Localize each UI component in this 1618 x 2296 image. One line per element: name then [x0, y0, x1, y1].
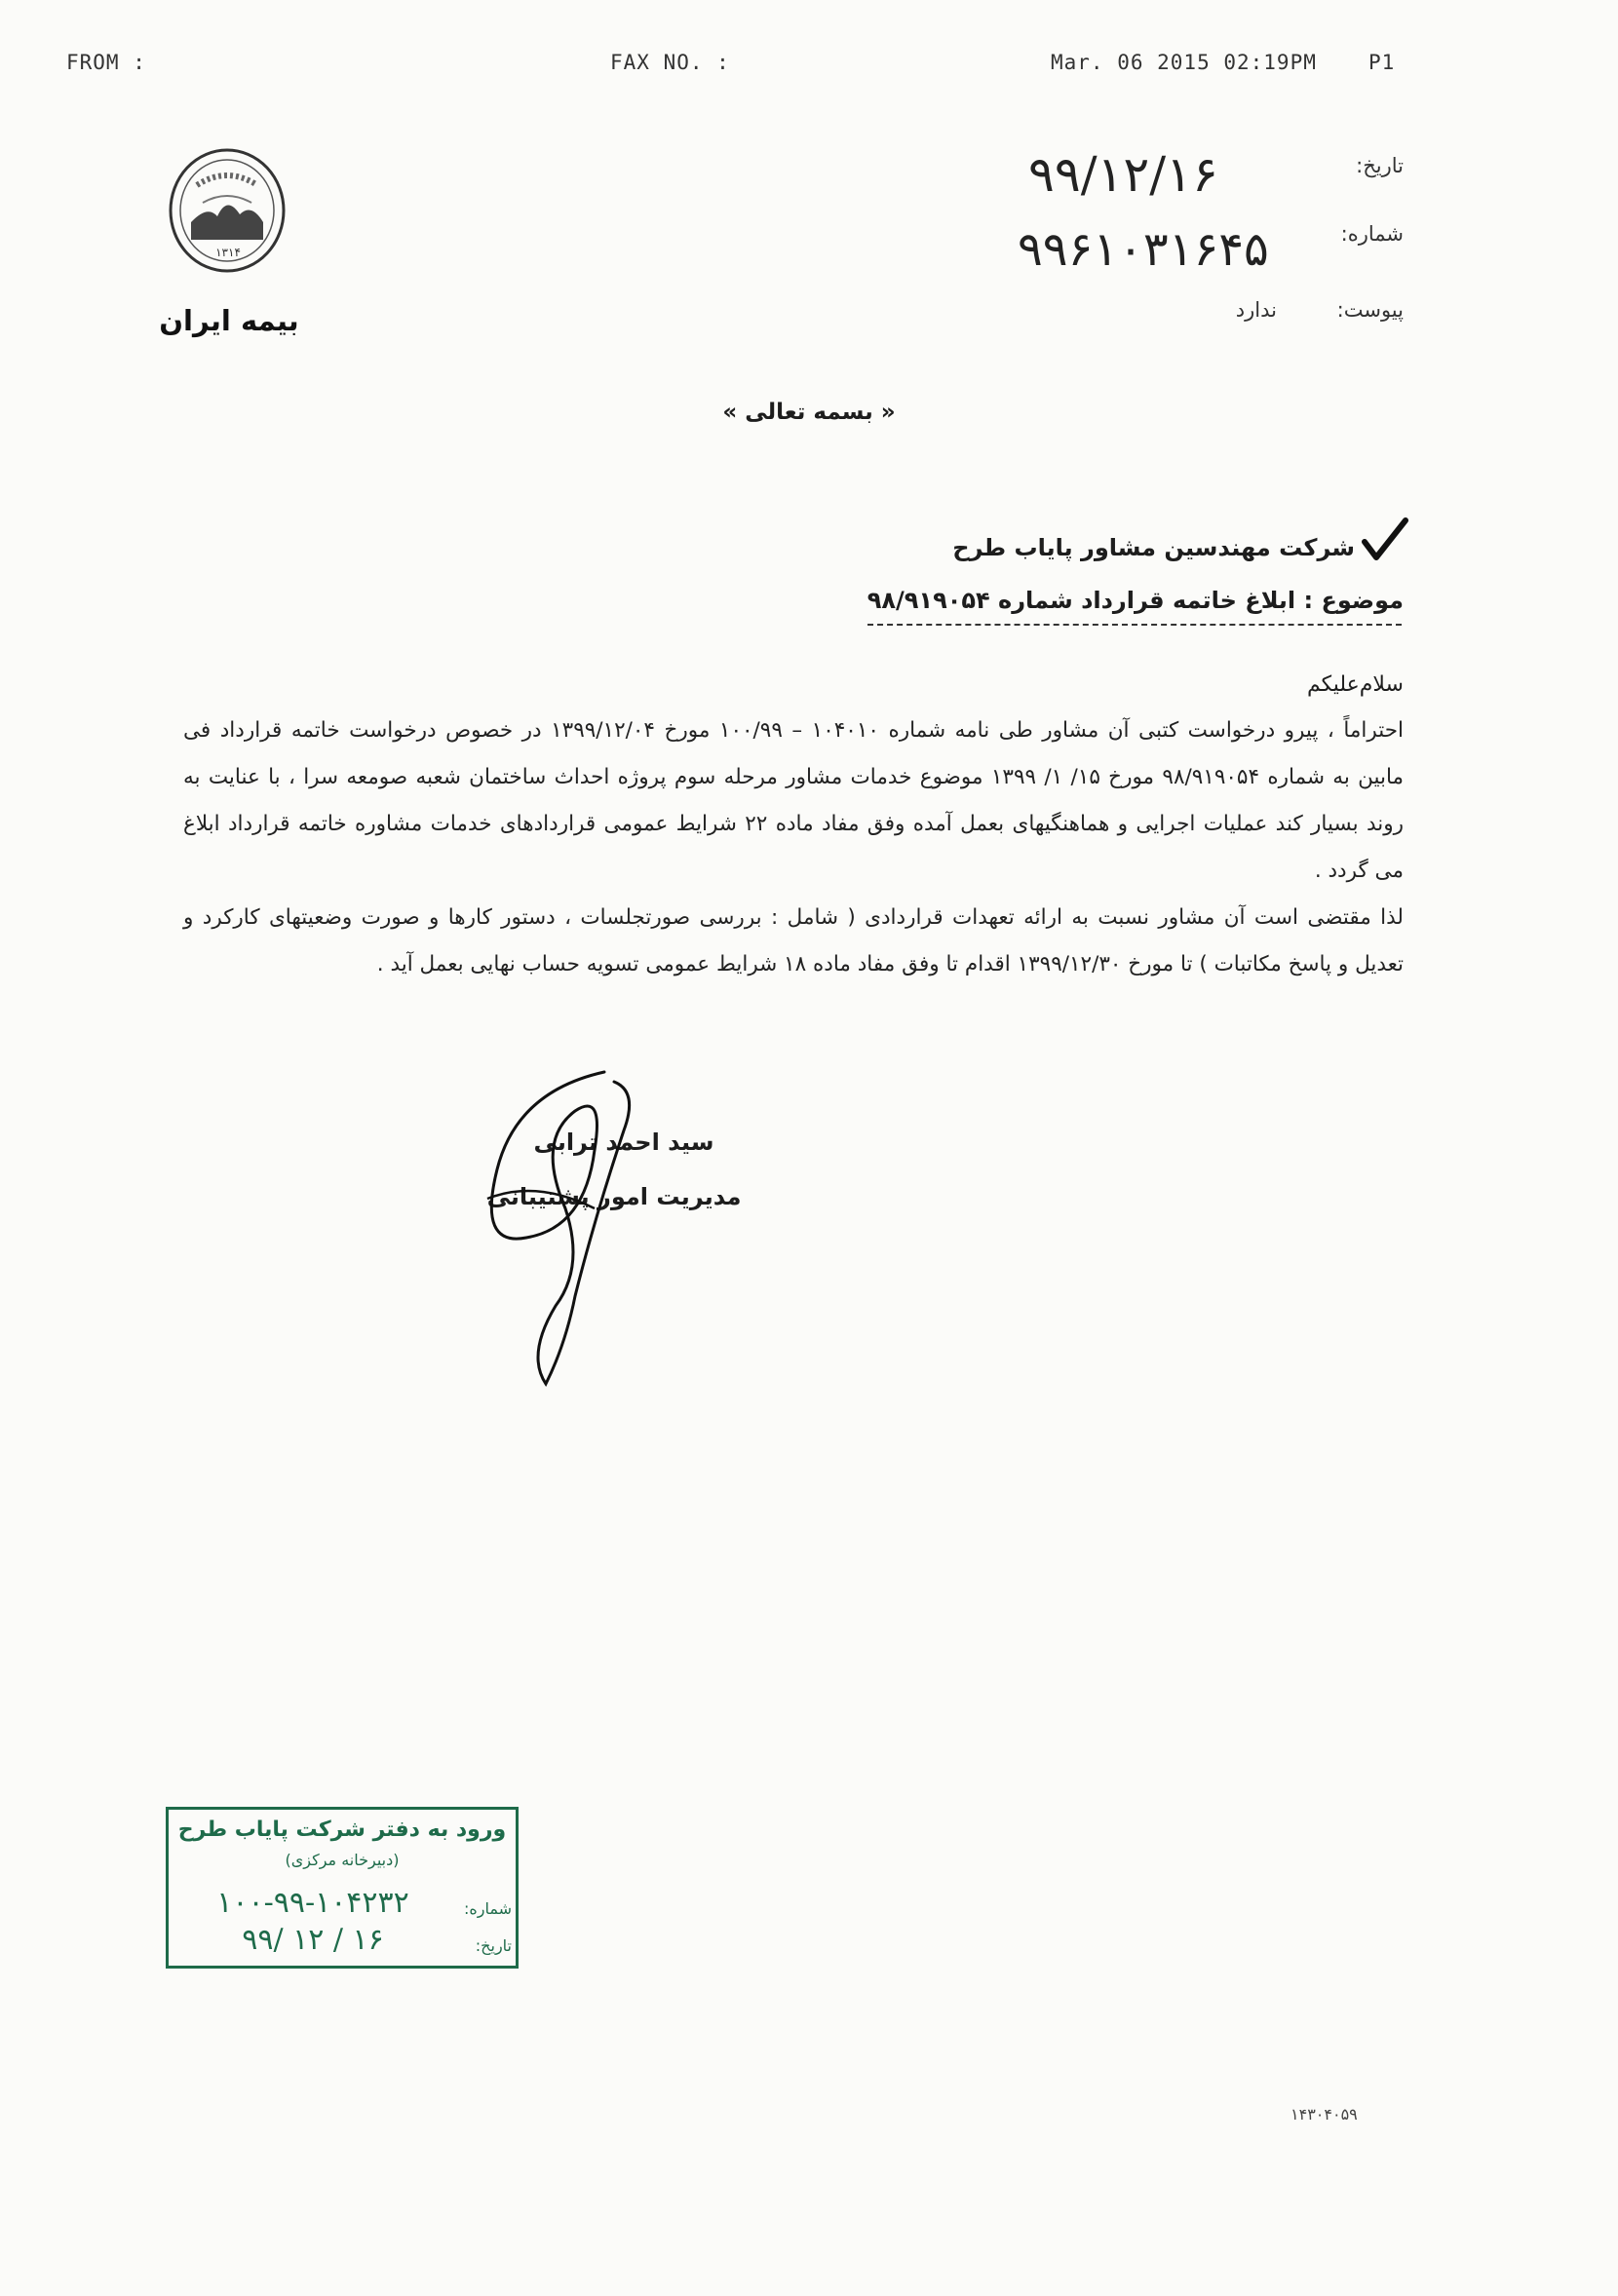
subject-underline: [867, 624, 1402, 626]
company-name: بیمه ایران: [159, 304, 299, 337]
emblem-year: ۱۳۱۴: [215, 246, 241, 259]
fax-from-label: FROM :: [66, 51, 146, 74]
date-label: تاریخ:: [1356, 154, 1404, 177]
stamp-number-label: شماره:: [463, 1899, 512, 1918]
stamp-date-value: ۹۹/ ۱۲ / ۱۶: [242, 1923, 384, 1957]
invocation: « بسمه تعالی »: [722, 400, 896, 425]
emblem-icon: [164, 146, 290, 283]
date-value: ۹۹/۱۲/۱۶: [1028, 146, 1218, 203]
footer-code: ۱۴۳۰۴۰۵۹: [1291, 2105, 1358, 2124]
attachment-value: ندارد: [1235, 298, 1277, 322]
stamp-number-value: ۱۰۰-۹۹-۱۰۴۲۳۲: [216, 1886, 409, 1920]
number-value: ۹۹۶۱۰۳۱۶۴۵: [1018, 222, 1269, 277]
stamp-subtitle: (دبیرخانه مرکزی): [285, 1851, 400, 1869]
signatory-title: مدیریت امور پشتیبانی: [486, 1183, 742, 1210]
check-mark-icon: [1361, 515, 1409, 567]
signatory-name: سید احمد ترابی: [533, 1129, 714, 1156]
stamp-title: ورود به دفتر شرکت پایاب طرح: [177, 1818, 507, 1842]
body-paragraph-1: احتراماً ، پیرو درخواست کتبی آن مشاور طی نامه شماره ۱۰۴۰۱۰ – ۱۰۰/۹۹ مورخ ۱۳۹۹/۱۲/۰۴ در خصوص درخواست خاتمه قرارداد فی مابین به شماره ۹۸/۹۱۹۰۵۴ مورخ ۱۵/ ۱/ ۱۳۹۹ موضوع خدمات مشاور مرحله سوم پروژه احداث ساختمان شعبه صومعه سرا ، با عنایت به روند بسیار کند عملیات اجرایی و هماهنگیهای بعمل آمده وفق مفاد ماده ۲۲ شرایط عمومی قراردادهای خدمات مشاوره خاتمه قرارداد ابلاغ می گردد .: [183, 718, 1405, 883]
recipient-company: شرکت مهندسین مشاور پایاب طرح: [952, 534, 1355, 561]
stamp-date-label: تاریخ:: [475, 1936, 512, 1955]
fax-number-label: FAX NO. :: [610, 51, 730, 74]
body-paragraph-2: لذا مقتضی است آن مشاور نسبت به ارائه تعهدات قراردادی ( شامل : بررسی صورتجلسات ، دستور کارها و صورت وضعیتهای کارکرد و تعدیل و پاسخ مکاتبات ) تا مورخ ۱۳۹۹/۱۲/۳۰ اقدام تا وفق مفاد ماده ۱۸ شرایط عمومی تسویه حساب نهایی بعمل آید .: [183, 905, 1404, 976]
attachment-label: پیوست:: [1336, 298, 1404, 322]
handwritten-signature: [458, 1052, 653, 1407]
fax-page-number: P1: [1368, 51, 1396, 74]
company-logo: [164, 146, 290, 283]
salutation: سلام‌علیکم: [1306, 672, 1404, 697]
registration-stamp: [166, 1807, 519, 1969]
number-label: شماره:: [1340, 222, 1404, 246]
subject-line: موضوع : ابلاغ خاتمه قرارداد شماره ۹۸/۹۱۹۰۵۴: [867, 587, 1404, 614]
fax-timestamp: Mar. 06 2015 02:19PM: [1051, 51, 1317, 74]
